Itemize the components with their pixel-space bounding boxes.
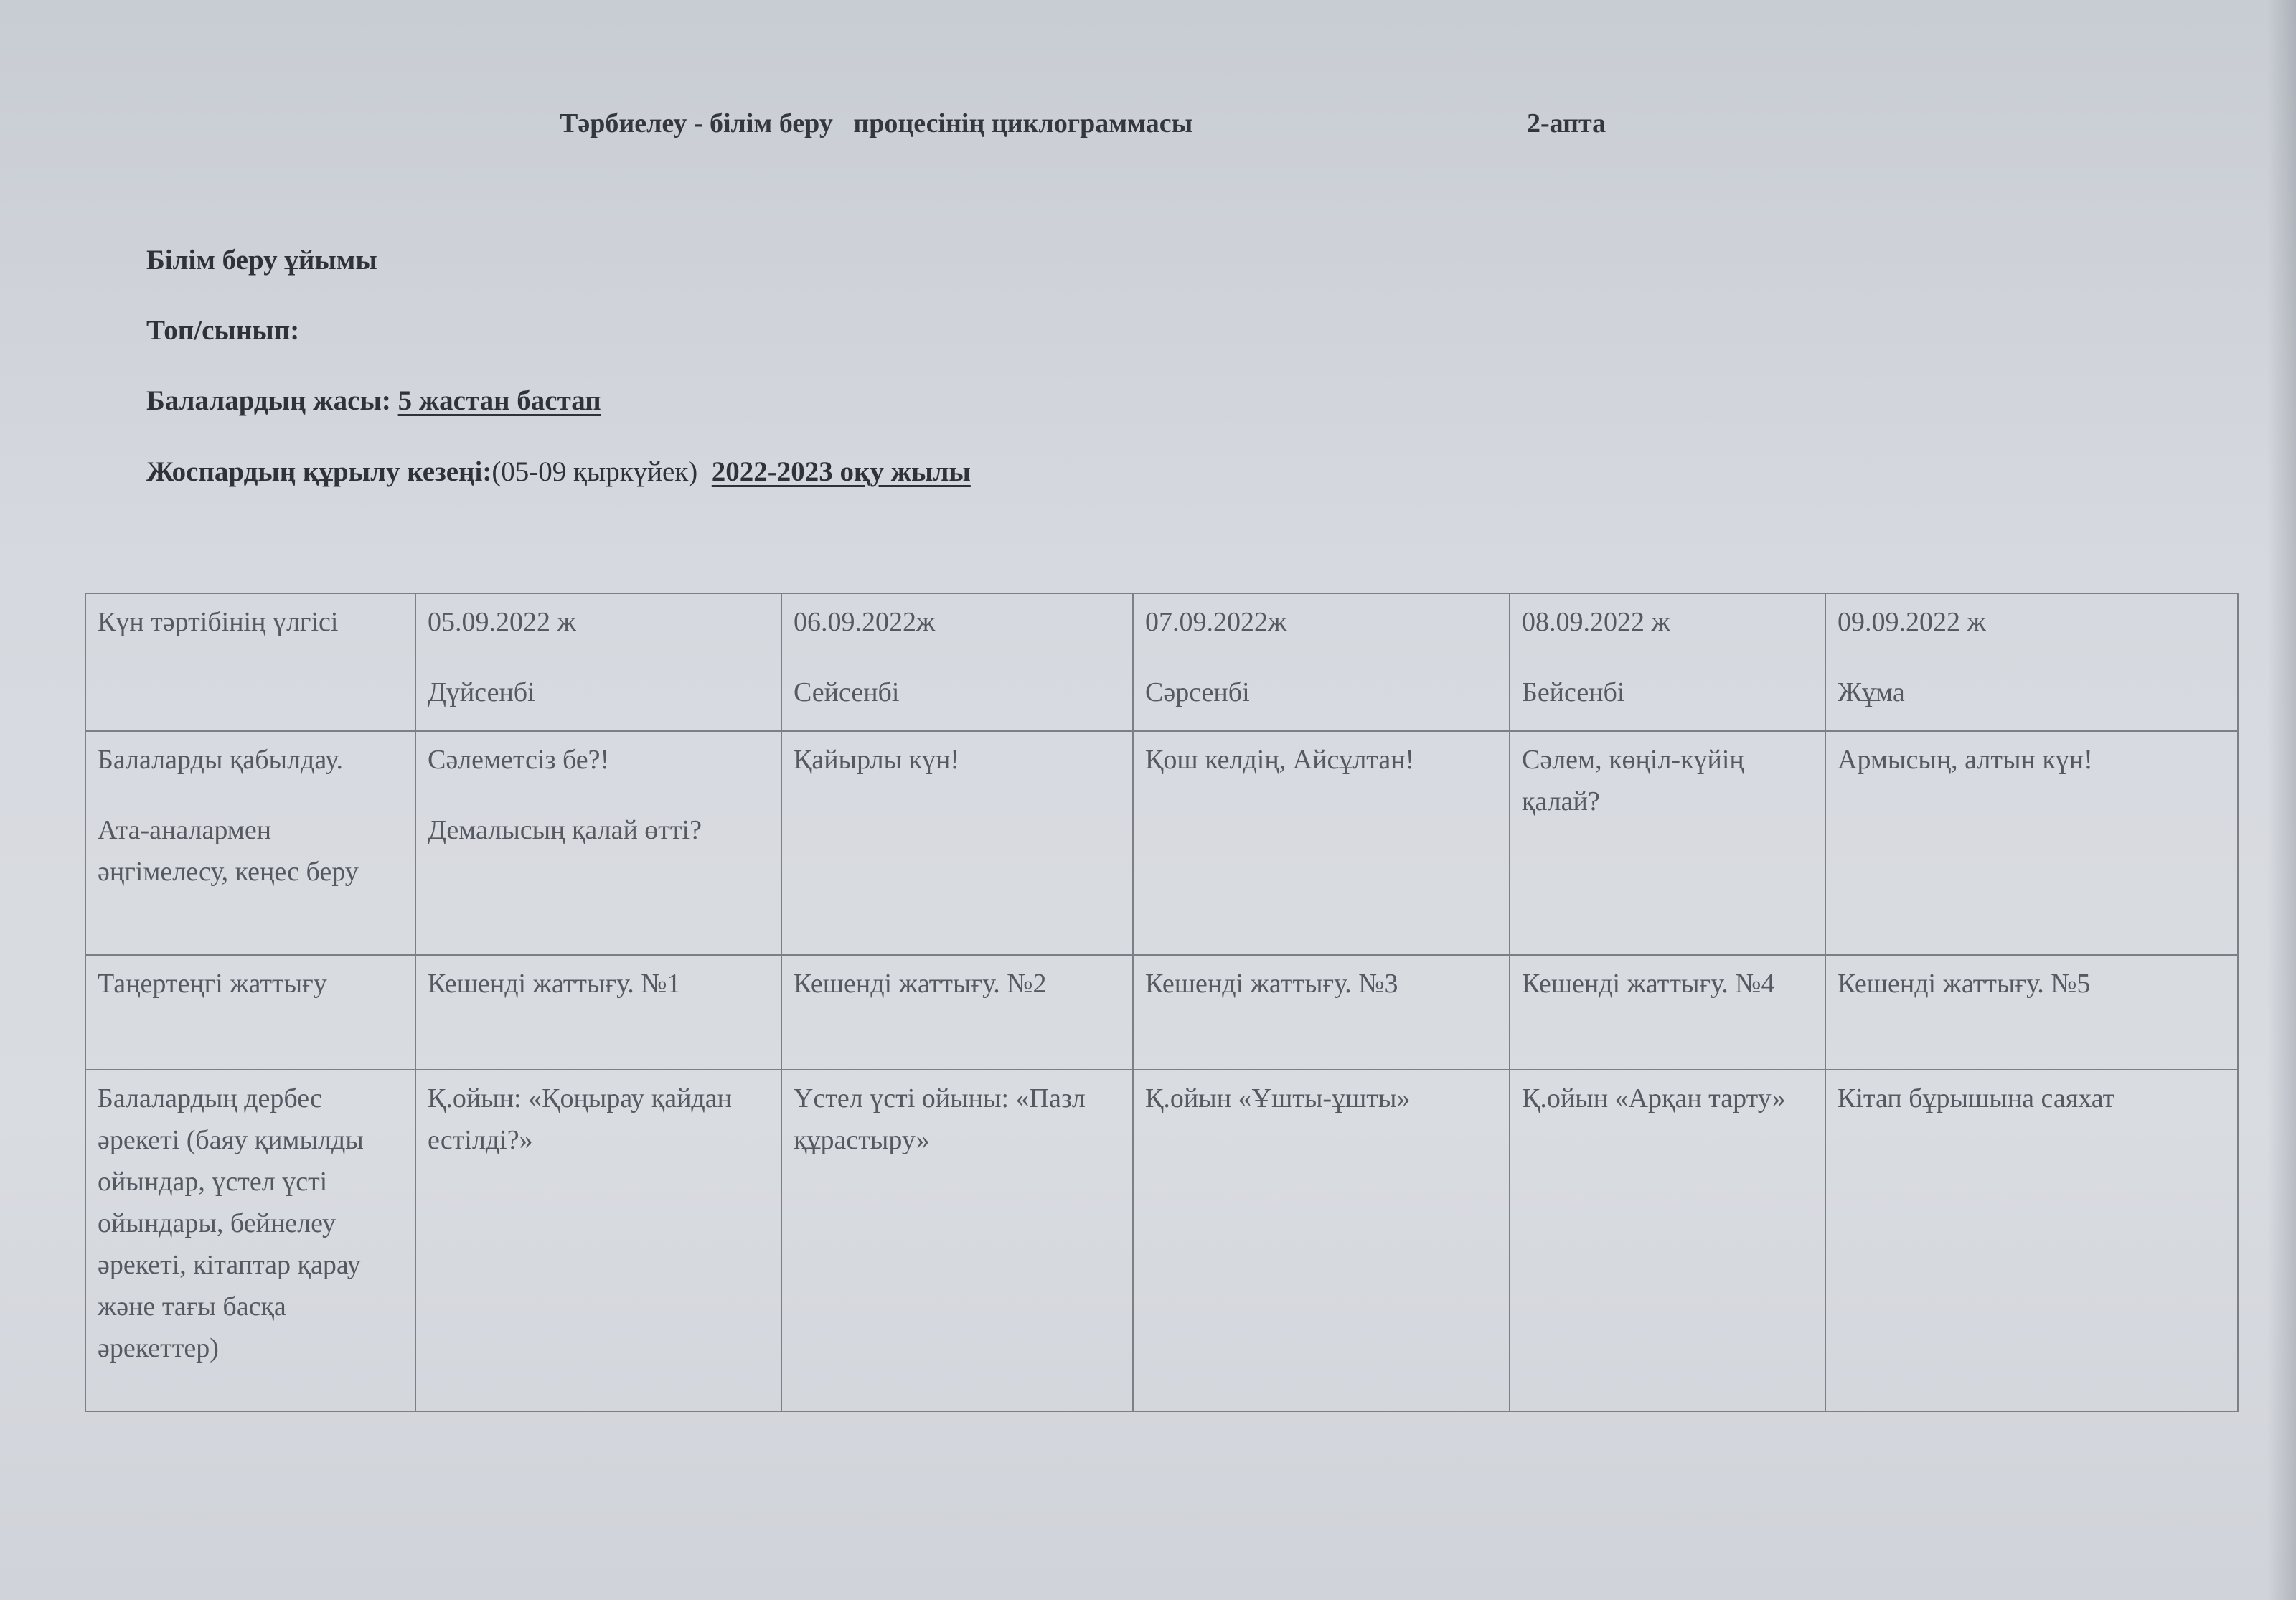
age-label: Балалардың жасы: xyxy=(146,385,398,416)
table-cell xyxy=(1825,1070,2238,1411)
cell-text: Кешенді жаттығу. №2 xyxy=(794,969,1047,999)
cell-text: Қ.ойын: «Қоңырау қайдан естілді?» xyxy=(428,1083,732,1155)
row-label-cell xyxy=(85,955,415,1070)
header-cell-day xyxy=(781,593,1133,731)
group-label-text: Топ/сынып: xyxy=(146,315,300,346)
table-cell xyxy=(415,731,781,955)
cell-text: Үстел үсті ойыны: «Пазл құрастыру» xyxy=(794,1083,1086,1155)
row-label: Балалардың дербес әрекеті (баяу қимылды ойындар, үстел үсті ойындары, бейнелеу әрекеті, кітаптар қарау және тағы басқа әрекеттер) xyxy=(98,1083,364,1363)
day-date: 06.09.2022ж xyxy=(794,607,936,637)
header-schedule-label: Күн тәртібінің үлгісі xyxy=(98,607,339,637)
cell-text: Сәлем, көңіл-күйің қалай? xyxy=(1522,745,1744,817)
cell-text: Қайырлы күн! xyxy=(794,745,960,775)
cell-text: Кешенді жаттығу. №1 xyxy=(428,969,681,999)
table-cell xyxy=(781,955,1133,1070)
table-cell xyxy=(781,731,1133,955)
age-line xyxy=(146,385,601,417)
table-header-row xyxy=(85,593,2238,731)
header-cell-day xyxy=(1825,593,2238,731)
table-cell xyxy=(415,955,781,1070)
cell-text: Кешенді жаттығу. №4 xyxy=(1522,969,1775,999)
day-date: 07.09.2022ж xyxy=(1145,607,1287,637)
table-cell xyxy=(1825,731,2238,955)
table-row-reception xyxy=(85,731,2238,955)
table-cell xyxy=(781,1070,1133,1411)
period-dates: (05-09 қыркүйек) xyxy=(491,456,698,487)
day-weekday: Сәрсенбі xyxy=(1145,677,1250,707)
cell-text: Армысың, алтын күн! xyxy=(1838,745,2093,775)
period-line xyxy=(146,456,971,488)
table-row-exercise xyxy=(85,955,2238,1070)
table-cell xyxy=(1510,731,1825,955)
org-label-text: Білім беру ұйымы xyxy=(146,245,377,276)
table-cell xyxy=(1133,1070,1510,1411)
day-weekday: Дүйсенбі xyxy=(428,677,535,707)
org-label xyxy=(146,244,377,276)
day-weekday: Бейсенбі xyxy=(1522,677,1625,707)
day-weekday: Сейсенбі xyxy=(794,677,900,707)
table-cell xyxy=(1133,955,1510,1070)
cyclogram-table xyxy=(85,593,2239,1412)
cell-text: Қош келдің, Айсұлтан! xyxy=(1145,745,1415,775)
day-date: 08.09.2022 ж xyxy=(1522,607,1670,637)
cell-text: Қ.ойын «Арқан тарту» xyxy=(1522,1083,1786,1114)
week-label: 2-апта xyxy=(1527,108,1606,138)
table-cell xyxy=(1510,955,1825,1070)
header-cell-day xyxy=(1133,593,1510,731)
cell-text: Қ.ойын «Ұшты-ұшты» xyxy=(1145,1083,1411,1114)
row-label: Таңертеңгі жаттығу xyxy=(98,969,327,999)
row-label: Балаларды қабылдау. xyxy=(98,745,343,775)
header-cell-day xyxy=(415,593,781,731)
table-row-activities xyxy=(85,1070,2238,1411)
cell-text: Сәлеметсіз бе?! xyxy=(428,745,610,775)
age-value: 5 жастан бастап xyxy=(397,385,601,416)
document-title: Тәрбиелеу - білім беру процесінің циклограммасы xyxy=(560,108,1193,138)
period-year: 2022-2023 оқу жылы xyxy=(711,456,971,487)
row-label-sub: Ата-аналармен әңгімелесу, кеңес беру xyxy=(98,815,359,887)
period-label: Жоспардың құрылу кезеңі: xyxy=(146,456,492,487)
table-cell xyxy=(1133,731,1510,955)
cell-text: Кешенді жаттығу. №3 xyxy=(1145,969,1398,999)
day-date: 05.09.2022 ж xyxy=(428,607,576,637)
header-cell-day xyxy=(1510,593,1825,731)
day-weekday: Жұма xyxy=(1838,677,1905,707)
header-cell-schedule xyxy=(85,593,415,731)
cell-text-extra: Демалысың қалай өтті? xyxy=(428,815,702,845)
table-cell xyxy=(1510,1070,1825,1411)
table-cell xyxy=(1825,955,2238,1070)
day-date: 09.09.2022 ж xyxy=(1838,607,1986,637)
cell-text: Кітап бұрышына саяхат xyxy=(1838,1083,2115,1114)
row-label-cell xyxy=(85,1070,415,1411)
row-label-cell xyxy=(85,731,415,955)
group-label xyxy=(146,314,299,347)
table-cell xyxy=(415,1070,781,1411)
cell-text: Кешенді жаттығу. №5 xyxy=(1838,969,2091,999)
